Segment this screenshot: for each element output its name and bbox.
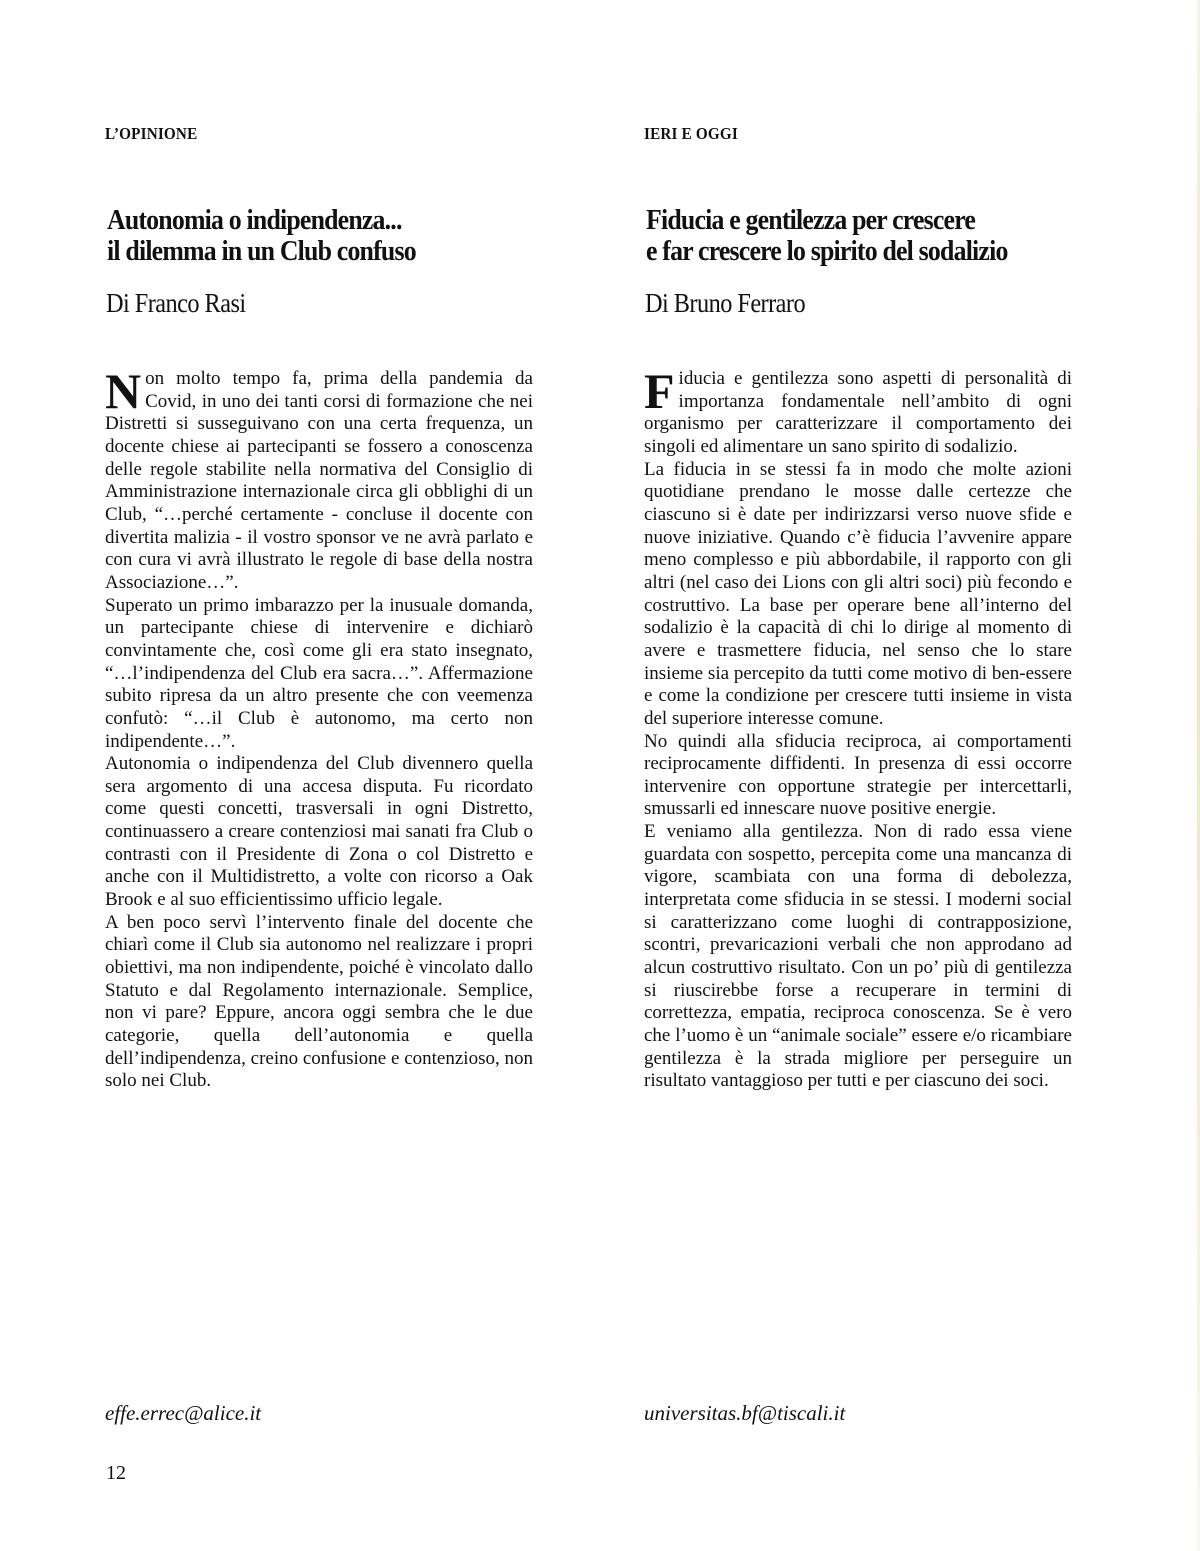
article-headline: Fiducia e gentilezza per crescere e far crescere lo spirito del sodalizio (646, 204, 1008, 267)
article-paragraph (644, 363, 1072, 459)
article-paragraph: No quindi alla sfiducia reciproca, ai comportamenti reciprocamente diffidenti. In presenza di essi occorre intervenire con opportune strategie per intercettarli, smussarli ed innescare nuove positive energie. (644, 730, 1072, 820)
drop-cap: N (105, 363, 142, 419)
drop-cap: F (644, 363, 675, 419)
article-paragraph: A ben poco servì l’intervento finale del docente che chiarì come il Club sia autonomo nel realizzare i propri obiettivi, ma non indipendente, poiché è vincolato dallo Statuto e dal Regolamento internazionale. Semplice, non vi pare? Eppure, ancora oggi sembra che le due categorie, quella dell’autonomia e quella dell’indipendenza, creino confusione e contenzioso, non solo nei Club. (105, 911, 533, 1092)
article-paragraph (105, 363, 533, 595)
article-byline: Di Bruno Ferraro (645, 288, 806, 318)
author-email: universitas.bf@tiscali.it (644, 1401, 846, 1425)
section-label: L’OPINIONE (105, 124, 198, 143)
paragraph-text: iducia e gentilezza sono aspetti di personalità di importanza fondamentale nell’ambito di ogni organismo per caratterizzare il comportamento dei singoli ed alimentare un sano spirito di sodalizio. (644, 368, 1072, 457)
article-paragraph: Superato un primo imbarazzo per la inusuale domanda, un partecipante chiese di intervenire e dichiarò convintamente che, così come gli era stato insegnato, “…l’indipendenza del Club era sacra…”. Affermazione subito ripresa da un altro presente che con veemenza confutò: “…il Club è autonomo, ma certo non indipendente…”. (105, 594, 533, 752)
article-body (105, 363, 533, 1093)
paragraph-text: on molto tempo fa, prima della pandemia da Covid, in uno dei tanti corsi di formazione che nei Distretti si susseguivano con una certa frequenza, un docente chiese ai partecipanti se fossero a conoscenza delle regole stabilite nella normativa del Consiglio di Amministrazione internazionale circa gli obblighi di un Club, “…perché certamente - concluse il docente con divertita malizia - il vostro sponsor ve ne avrà parlato e con cura vi avrà illustrato le regole di base della nostra Associazione…”. (105, 368, 533, 593)
article-paragraph: E veniamo alla gentilezza. Non di rado essa viene guardata con sospetto, percepita come una mancanza di vigore, scambiata con una forma di debolezza, interpretata come sfiducia in se stessi. I moderni social si caratterizzano come luoghi di contrapposizione, scontri, prevaricazioni verbali che non approdano ad alcun costruttivo risultato. Con un po’ più di gentilezza si riuscirebbe forse a recuperare in termini di correttezza, empatia, reciproca conoscenza. Se è vero che l’uomo è un “animale sociale” essere e/o ricambiare gentilezza è la strada migliore per perseguire un risultato vantaggioso per tutti e per ciascuno dei soci. (644, 821, 1072, 1092)
article-byline: Di Franco Rasi (106, 288, 246, 318)
article-headline: Autonomia o indipendenza... il dilemma in un Club confuso (107, 204, 416, 267)
article-body (644, 363, 1072, 1093)
article-paragraph: La fiducia in se stessi fa in modo che molte azioni quotidiane prendano le mosse dalle certezze che ciascuno si è date per indirizzarsi verso nuove sfide e nuove iniziative. Quando c’è fiducia l’avvenire appare meno complesso e più abbordabile, il rapporto con gli altri (nel caso dei Lions con gli altri soci) più fecondo e costruttivo. La base per operare bene all’interno del sodalizio è la capacità di chi lo dirige al momento di avere e trasmettere fiducia, nel senso che lo stare insieme sia percepito da tutti come motivo di ben-essere e come la condizione per crescere tutti insieme in vista del superiore interesse comune. (644, 458, 1072, 729)
section-label: IERI E OGGI (644, 124, 738, 143)
page-number: 12 (106, 1462, 126, 1484)
article-paragraph: Autonomia o indipendenza del Club divennero quella sera argomento di una accesa disputa. Fu ricordato come questi concetti, trasversali in ogni Distretto, continuassero a creare contenziosi mai sanati fra Club o contrasti con il Presidente di Zona o col Distretto e anche con il Multidistretto, a volte con ricorso a Oak Brook e al suo efficientissimo ufficio legale. (105, 753, 533, 911)
author-email: effe.errec@alice.it (105, 1401, 262, 1425)
